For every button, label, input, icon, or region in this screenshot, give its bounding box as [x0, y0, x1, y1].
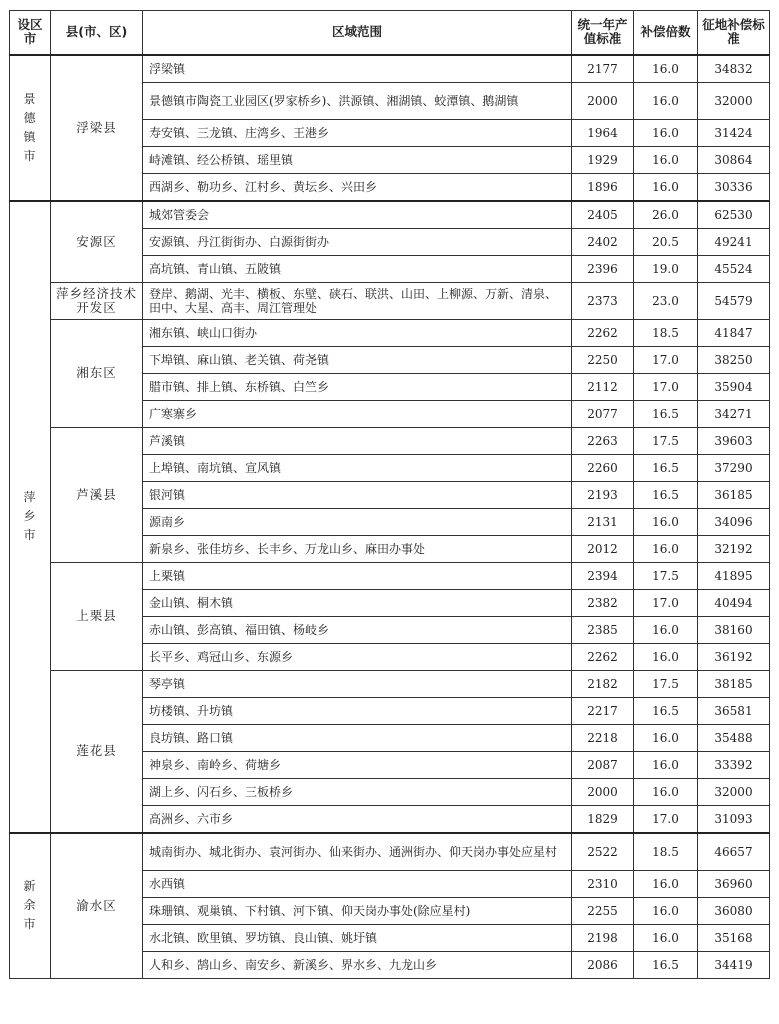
output-standard-cell: 2310 — [572, 870, 634, 897]
area-cell: 西湖乡、勒功乡、江村乡、黄坛乡、兴田乡 — [143, 173, 572, 201]
multiplier-cell: 16.5 — [634, 400, 698, 427]
output-standard-cell: 1896 — [572, 173, 634, 201]
area-cell: 峙滩镇、经公桥镇、瑶里镇 — [143, 146, 572, 173]
area-cell: 上埠镇、南坑镇、宣风镇 — [143, 454, 572, 481]
area-cell: 上栗镇 — [143, 562, 572, 589]
compensation-standard-cell: 35904 — [698, 373, 770, 400]
area-cell: 景德镇市陶瓷工业园区(罗家桥乡)、洪源镇、湘湖镇、蛟潭镇、鹅湖镇 — [143, 82, 572, 119]
area-cell: 新泉乡、张佳坊乡、长丰乡、万龙山乡、麻田办事处 — [143, 535, 572, 562]
compensation-standard-cell: 34832 — [698, 55, 770, 83]
multiplier-cell: 17.5 — [634, 562, 698, 589]
output-standard-cell: 2182 — [572, 670, 634, 697]
multiplier-cell: 16.0 — [634, 119, 698, 146]
output-standard-cell: 2077 — [572, 400, 634, 427]
area-cell: 浮梁镇 — [143, 55, 572, 83]
compensation-standard-cell: 32000 — [698, 82, 770, 119]
city-name: 萍乡市 — [23, 490, 37, 542]
area-cell: 湘东镇、峡山口街办 — [143, 319, 572, 346]
output-standard-cell: 2218 — [572, 724, 634, 751]
output-standard-cell: 2255 — [572, 897, 634, 924]
multiplier-cell: 16.0 — [634, 643, 698, 670]
multiplier-cell: 16.0 — [634, 508, 698, 535]
output-standard-cell: 2405 — [572, 201, 634, 229]
multiplier-cell: 16.0 — [634, 173, 698, 201]
city-name: 景德镇市 — [23, 91, 37, 163]
multiplier-cell: 17.0 — [634, 373, 698, 400]
multiplier-cell: 16.5 — [634, 481, 698, 508]
compensation-table-page — [9, 10, 769, 979]
area-cell: 金山镇、桐木镇 — [143, 589, 572, 616]
compensation-standard-cell: 36185 — [698, 481, 770, 508]
area-cell: 人和乡、鹄山乡、南安乡、新溪乡、界水乡、九龙山乡 — [143, 951, 572, 978]
area-cell: 城郊管委会 — [143, 201, 572, 229]
multiplier-cell: 17.0 — [634, 589, 698, 616]
compensation-standard-cell: 41895 — [698, 562, 770, 589]
output-standard-cell: 2382 — [572, 589, 634, 616]
multiplier-cell: 17.0 — [634, 805, 698, 833]
multiplier-cell: 16.5 — [634, 951, 698, 978]
output-standard-cell: 2000 — [572, 82, 634, 119]
compensation-standard-cell: 36192 — [698, 643, 770, 670]
output-standard-cell: 2086 — [572, 951, 634, 978]
county-cell: 上栗县 — [51, 562, 143, 670]
compensation-standard-cell: 34419 — [698, 951, 770, 978]
area-cell: 腊市镇、排上镇、东桥镇、白竺乡 — [143, 373, 572, 400]
output-standard-cell: 2263 — [572, 427, 634, 454]
area-cell: 城南街办、城北街办、袁河街办、仙来街办、通洲街办、仰天岗办事处应星村 — [143, 833, 572, 871]
compensation-standard-cell: 62530 — [698, 201, 770, 229]
multiplier-cell: 17.5 — [634, 670, 698, 697]
output-standard-cell: 1829 — [572, 805, 634, 833]
area-cell: 神泉乡、南岭乡、荷塘乡 — [143, 751, 572, 778]
table-row — [10, 427, 770, 454]
area-cell: 下埠镇、麻山镇、老关镇、荷尧镇 — [143, 346, 572, 373]
county-cell: 萍乡经济技术开发区 — [51, 282, 143, 319]
area-cell: 长平乡、鸡冠山乡、东源乡 — [143, 643, 572, 670]
compensation-standard-cell: 39603 — [698, 427, 770, 454]
header-output-standard: 统一年产值标准 — [572, 11, 634, 55]
area-cell: 良坊镇、路口镇 — [143, 724, 572, 751]
compensation-standard-cell: 34096 — [698, 508, 770, 535]
area-cell: 湖上乡、闪石乡、三板桥乡 — [143, 778, 572, 805]
multiplier-cell: 16.0 — [634, 924, 698, 951]
area-cell: 坊楼镇、升坊镇 — [143, 697, 572, 724]
county-cell: 湘东区 — [51, 319, 143, 427]
output-standard-cell: 2087 — [572, 751, 634, 778]
multiplier-cell: 16.0 — [634, 897, 698, 924]
compensation-standard-cell: 36960 — [698, 870, 770, 897]
area-cell: 银河镇 — [143, 481, 572, 508]
compensation-standard-cell: 54579 — [698, 282, 770, 319]
table-row — [10, 319, 770, 346]
area-cell: 水西镇 — [143, 870, 572, 897]
header-county: 县(市、区) — [51, 11, 143, 55]
compensation-standard-cell: 38185 — [698, 670, 770, 697]
compensation-standard-cell: 49241 — [698, 228, 770, 255]
county-cell: 芦溪县 — [51, 427, 143, 562]
output-standard-cell: 2262 — [572, 643, 634, 670]
multiplier-cell: 23.0 — [634, 282, 698, 319]
area-cell: 寿安镇、三龙镇、庄湾乡、王港乡 — [143, 119, 572, 146]
area-cell: 登岸、鹅湖、光丰、横板、东壁、硖石、联洪、山田、上柳源、万新、清泉、田中、大星、高丰、周江管理处 — [143, 282, 572, 319]
output-standard-cell: 2177 — [572, 55, 634, 83]
output-standard-cell: 2012 — [572, 535, 634, 562]
header-city: 设区市 — [10, 11, 51, 55]
multiplier-cell: 17.0 — [634, 346, 698, 373]
compensation-standard-cell: 32000 — [698, 778, 770, 805]
compensation-standard-cell: 35488 — [698, 724, 770, 751]
multiplier-cell: 16.0 — [634, 870, 698, 897]
table-body — [10, 55, 770, 979]
compensation-standard-cell: 30864 — [698, 146, 770, 173]
compensation-standard-cell: 36581 — [698, 697, 770, 724]
compensation-standard-cell: 34271 — [698, 400, 770, 427]
multiplier-cell: 16.5 — [634, 697, 698, 724]
multiplier-cell: 18.5 — [634, 319, 698, 346]
area-cell: 广寒寨乡 — [143, 400, 572, 427]
area-cell: 源南乡 — [143, 508, 572, 535]
multiplier-cell: 16.0 — [634, 778, 698, 805]
output-standard-cell: 2260 — [572, 454, 634, 481]
compensation-standard-cell: 38160 — [698, 616, 770, 643]
compensation-standard-cell: 45524 — [698, 255, 770, 282]
city-cell — [10, 55, 51, 201]
output-standard-cell: 2250 — [572, 346, 634, 373]
compensation-standard-cell: 41847 — [698, 319, 770, 346]
output-standard-cell: 2373 — [572, 282, 634, 319]
table-row — [10, 562, 770, 589]
output-standard-cell: 2000 — [572, 778, 634, 805]
output-standard-cell: 2396 — [572, 255, 634, 282]
output-standard-cell: 2402 — [572, 228, 634, 255]
county-cell: 莲花县 — [51, 670, 143, 833]
multiplier-cell: 16.0 — [634, 751, 698, 778]
multiplier-cell: 16.5 — [634, 454, 698, 481]
compensation-standard-cell: 31424 — [698, 119, 770, 146]
compensation-standard-cell: 30336 — [698, 173, 770, 201]
area-cell: 安源镇、丹江街街办、白源街街办 — [143, 228, 572, 255]
multiplier-cell: 16.0 — [634, 55, 698, 83]
output-standard-cell: 2131 — [572, 508, 634, 535]
area-cell: 高洲乡、六市乡 — [143, 805, 572, 833]
multiplier-cell: 19.0 — [634, 255, 698, 282]
compensation-standard-cell: 46657 — [698, 833, 770, 871]
city-name: 新余市 — [23, 879, 37, 931]
multiplier-cell: 16.0 — [634, 616, 698, 643]
output-standard-cell: 2394 — [572, 562, 634, 589]
county-cell: 浮梁县 — [51, 55, 143, 201]
output-standard-cell: 2262 — [572, 319, 634, 346]
county-cell: 安源区 — [51, 201, 143, 283]
table-row — [10, 670, 770, 697]
city-cell — [10, 833, 51, 979]
multiplier-cell: 16.0 — [634, 724, 698, 751]
multiplier-cell: 18.5 — [634, 833, 698, 871]
output-standard-cell: 1929 — [572, 146, 634, 173]
compensation-standard-cell: 38250 — [698, 346, 770, 373]
table-header — [10, 11, 770, 55]
area-cell: 水北镇、欧里镇、罗坊镇、良山镇、姚圩镇 — [143, 924, 572, 951]
table-row — [10, 201, 770, 229]
multiplier-cell: 16.0 — [634, 82, 698, 119]
multiplier-cell: 16.0 — [634, 535, 698, 562]
compensation-standard-cell: 35168 — [698, 924, 770, 951]
compensation-standard-cell: 36080 — [698, 897, 770, 924]
multiplier-cell: 26.0 — [634, 201, 698, 229]
multiplier-cell: 20.5 — [634, 228, 698, 255]
county-cell: 渝水区 — [51, 833, 143, 979]
header-compensation-standard: 征地补偿标准 — [698, 11, 770, 55]
compensation-standard-cell: 37290 — [698, 454, 770, 481]
table-row — [10, 282, 770, 319]
output-standard-cell: 2522 — [572, 833, 634, 871]
area-cell: 赤山镇、彭高镇、福田镇、杨岐乡 — [143, 616, 572, 643]
output-standard-cell: 2198 — [572, 924, 634, 951]
multiplier-cell: 17.5 — [634, 427, 698, 454]
city-cell — [10, 201, 51, 833]
output-standard-cell: 2193 — [572, 481, 634, 508]
area-cell: 琴亭镇 — [143, 670, 572, 697]
area-cell: 珠珊镇、观巢镇、下村镇、河下镇、仰天岗办事处(除应星村) — [143, 897, 572, 924]
output-standard-cell: 2112 — [572, 373, 634, 400]
compensation-standard-cell: 31093 — [698, 805, 770, 833]
table-row — [10, 55, 770, 83]
multiplier-cell: 16.0 — [634, 146, 698, 173]
area-cell: 高坑镇、青山镇、五陂镇 — [143, 255, 572, 282]
area-cell: 芦溪镇 — [143, 427, 572, 454]
compensation-standard-cell: 33392 — [698, 751, 770, 778]
output-standard-cell: 1964 — [572, 119, 634, 146]
compensation-standard-cell: 40494 — [698, 589, 770, 616]
land-compensation-table — [9, 10, 770, 979]
header-multiplier: 补偿倍数 — [634, 11, 698, 55]
header-row — [10, 11, 770, 55]
output-standard-cell: 2217 — [572, 697, 634, 724]
compensation-standard-cell: 32192 — [698, 535, 770, 562]
output-standard-cell: 2385 — [572, 616, 634, 643]
table-row — [10, 833, 770, 871]
header-area: 区域范围 — [143, 11, 572, 55]
